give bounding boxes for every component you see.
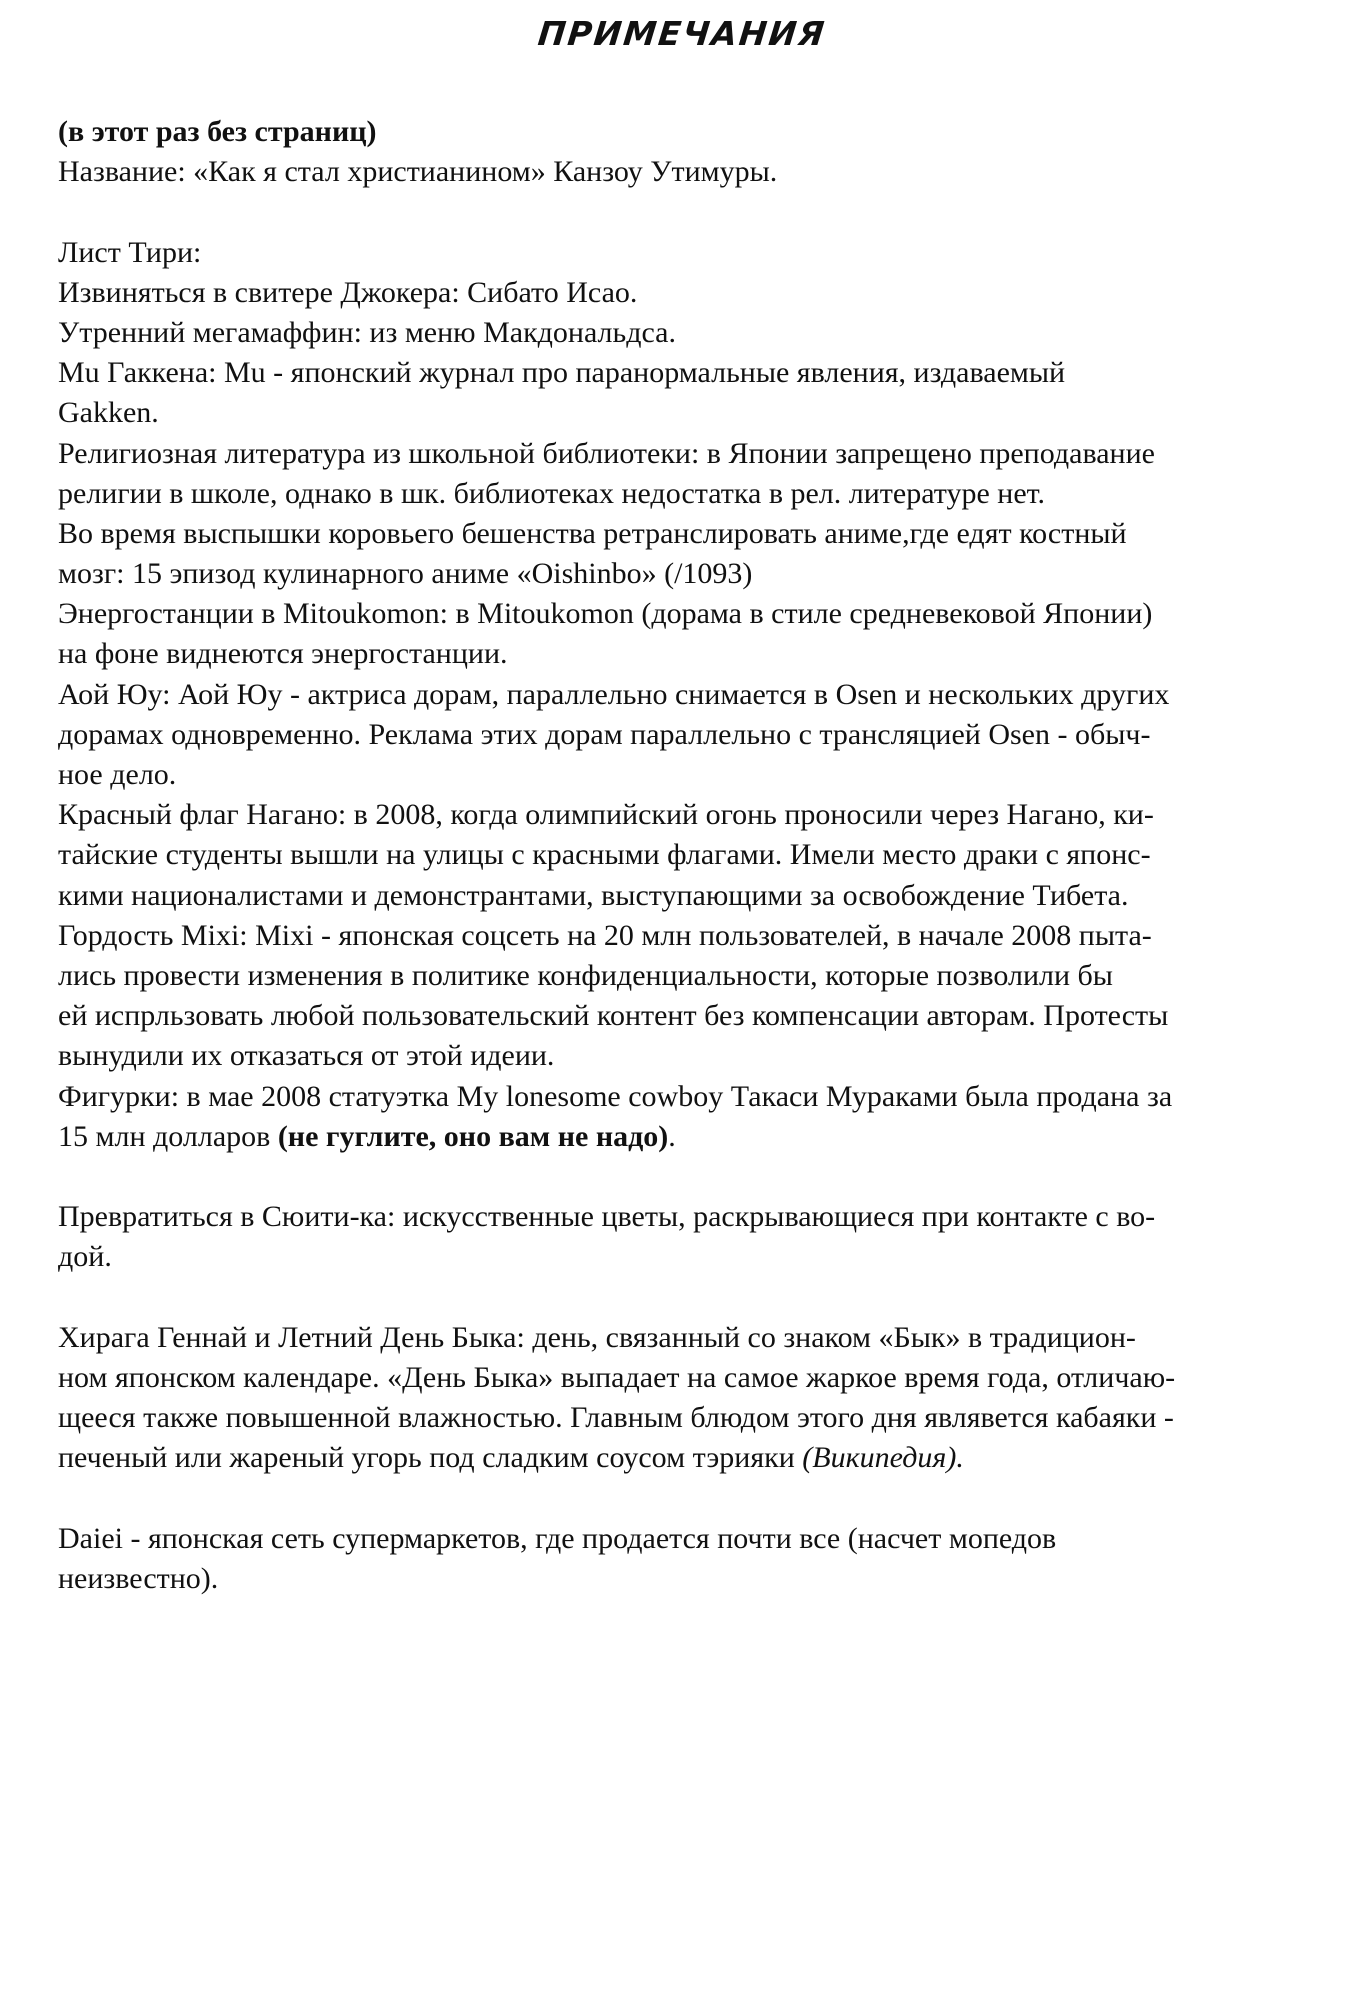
note-line: Хирага Геннай и Летний День Быка: день, связанный со знаком «Бык» в традицион- (58, 1320, 1136, 1354)
note-line: Daiei - японская сеть супермаркетов, где продается почти все (насчет мопедов (58, 1521, 1057, 1555)
spacer (58, 1157, 1348, 1197)
note-text: . (668, 1119, 676, 1153)
note-line: Фигурки: в мае 2008 статуэтка My lonesome cowboy Такаси Мураками была продана за (58, 1079, 1173, 1113)
note-line: религии в школе, однако в шк. библиотеках недостатка в рел. литературе нет. (58, 476, 1046, 510)
note-text: 15 млн долларов (58, 1119, 278, 1153)
note-line: Извиняться в свитере Джокера: Сибато Исао. (58, 275, 638, 309)
note-line: мозг: 15 эпизод кулинарного аниме «Oishinbo» (/1093) (58, 557, 753, 591)
subtitle-note: (в этот раз без страниц) (58, 115, 377, 148)
note-line: дорамах одновременно. Реклама этих дорам параллельно с трансляцией Osen - обыч- (58, 717, 1151, 751)
note-line: Во время выспышки коровьего бешенства ретранслировать аниме,где едят костный (58, 516, 1127, 550)
note-line: Превратиться в Сюити-ка: искусственные цветы, раскрывающиеся при контакте с во- (58, 1200, 1156, 1234)
note-line: на фоне виднеются энергостанции. (58, 637, 508, 671)
note-line: Гордость Mixi: Mixi - японская соцсеть на 20 млн пользователей, в начале 2008 пыта- (58, 918, 1152, 952)
notes-body (58, 112, 1348, 1599)
note-line: Красный флаг Нагано: в 2008, когда олимпийский огонь проносили через Нагано, ки- (58, 798, 1154, 832)
note-line-mixed (58, 1117, 1348, 1157)
note-line: Mu Гаккена: Mu - японский журнал про паранормальные явления, издаваемый (58, 356, 1066, 390)
spacer (58, 1478, 1348, 1518)
bold-aside: (не гуглите, оно вам не надо) (277, 1119, 669, 1153)
note-text: печеный или жареный угорь под сладким соусом тэрияки (58, 1441, 803, 1475)
note-line: щееся также повышенной влажностью. Главным блюдом этого дня являвется кабаяки - (58, 1401, 1174, 1434)
note-line: неизвестно). (58, 1561, 219, 1595)
note-line: лись провести изменения в политике конфиденциальности, которые позволили бы (58, 958, 1113, 992)
note-line: кими националистами и демонстрантами, выступающими за освобождение Тибета. (58, 878, 1129, 912)
note-line: вынудили их отказаться от этой идеии. (58, 1039, 555, 1073)
note-line: ное дело. (58, 758, 177, 791)
spacer (58, 192, 1348, 232)
note-line-mixed (58, 1438, 1348, 1478)
note-line: Gakken. (58, 396, 159, 430)
page-title: ПРИМЕЧАНИЯ (536, 14, 828, 53)
note-line: ном японском календаре. «День Быка» выпадает на самое жаркое время года, отличаю- (58, 1360, 1176, 1394)
note-line: Утренний мегамаффин: из меню Макдональдса. (58, 315, 676, 349)
note-title-line: Название: «Как я стал христианином» Канзоу Утимуры. (58, 155, 778, 189)
note-line: дой. (58, 1240, 112, 1274)
note-line: Энергостанции в Mitoukomon: в Mitoukomon (дорама в стиле средневековой Японии) (58, 597, 1153, 631)
spacer (58, 1277, 1348, 1317)
note-line: Религиозная литература из школьной библиотеки: в Японии запрещено преподавание (58, 436, 1155, 470)
section-heading: Лист Тири: (58, 235, 202, 269)
source-citation: (Википедия). (802, 1441, 964, 1475)
note-line: тайские студенты вышли на улицы с красными флагами. Имели место драки с японс- (58, 838, 1151, 872)
note-line: ей испрльзовать любой пользовательский контент без компенсации авторам. Протесты (58, 999, 1169, 1033)
note-line: Аой Юу: Аой Юу - актриса дорам, параллельно снимается в Osen и нескольких других (58, 677, 1170, 711)
